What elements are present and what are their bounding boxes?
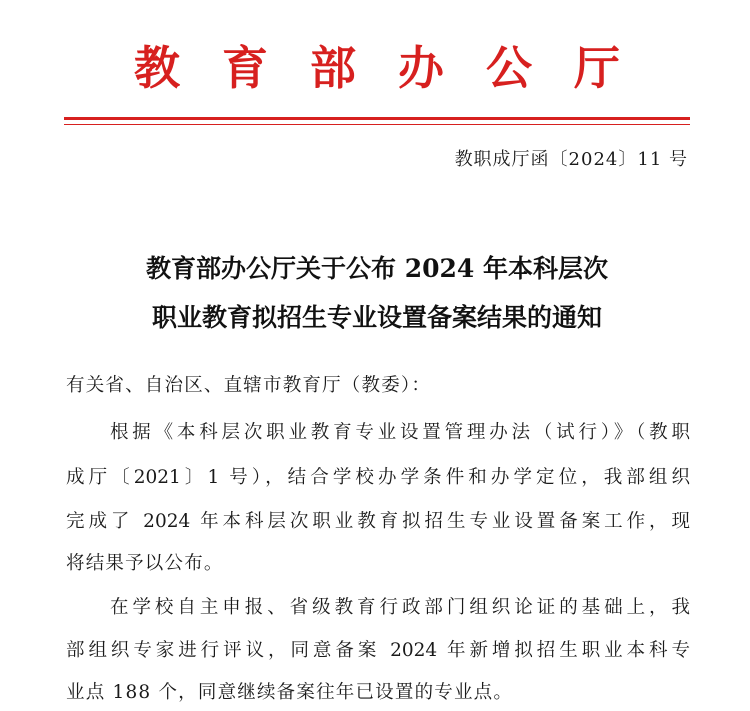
paragraph-1-line-3: 完成了 2024 年本科层次职业教育拟招生专业设置备案工作，现: [66, 511, 690, 532]
document-number: 教职成厅函〔2024〕11 号: [454, 149, 688, 170]
paragraph-1-line-4: 将结果予以公布。: [66, 553, 224, 574]
document-title-line-1: 教育部办公厅关于公布 2024 年本科层次: [146, 254, 608, 283]
paragraph-1-line-2: 成厅〔2021〕1 号），结合学校办学条件和办学定位，我部组织: [66, 467, 690, 488]
header-red-rule-thin: [64, 124, 690, 125]
paragraph-1-line-1: 根据《本科层次职业教育专业设置管理办法（试行）》（教职: [110, 422, 690, 443]
document-title-line-2: 职业教育拟招生专业设置备案结果的通知: [151, 303, 602, 332]
issuer-header: 教育部办公厅: [134, 41, 662, 95]
header-red-rule-thick: [64, 117, 690, 120]
paragraph-2-line-3: 业点 188 个，同意继续备案往年已设置的专业点。: [66, 682, 514, 703]
salutation: 有关省、自治区、直辖市教育厅（教委）：: [66, 375, 432, 396]
paragraph-2-line-2: 部组织专家进行评议，同意备案 2024 年新增拟招生职业本科专: [66, 640, 690, 661]
paragraph-2-line-1: 在学校自主申报、省级教育行政部门组织论证的基础上，我: [110, 597, 690, 618]
